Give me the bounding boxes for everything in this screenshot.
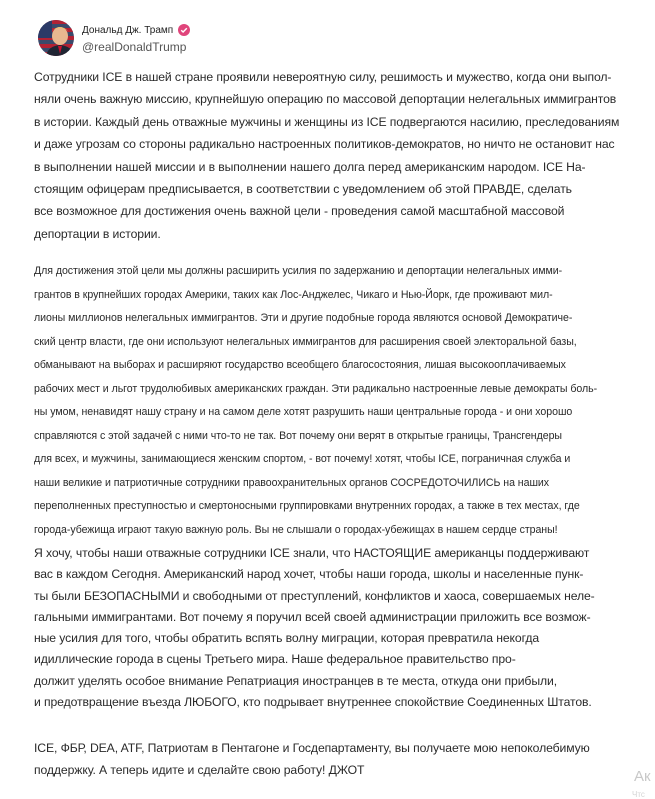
post-paragraph-4 <box>34 737 590 782</box>
post-text-line: грантов в крупнейших городах Америки, таких как Лос-Анджелес, Чикаго и Нью-Йорк, где проживают мил- <box>34 288 553 301</box>
post-text-line: обманывают на выборах и расширяют государство всеобщего благосостояния, лишая высокооплачиваемых <box>34 359 566 371</box>
post-text-line: Я хочу, чтобы наши отважные сотрудники ICE знали, что НАСТОЯЩИЕ американцы поддерживают <box>34 546 590 560</box>
post-text-line: и предотвращение въезда ЛЮБОГО, кто подрывает внутреннее спокойствие Соединенных Штатов. <box>34 695 592 710</box>
verified-badge-icon <box>178 24 190 36</box>
post-text-line: справляются с этой задачей с ними что-то не так. Вот почему они верят в открытые границы, Трансгендеры <box>34 429 562 442</box>
author-row <box>82 24 190 36</box>
post-text-line: лионы миллионов нелегальных иммигрантов. Эти и другие подобные города являются основой Демократиче- <box>34 312 573 324</box>
post-text-line: ты были БЕЗОПАСНЫМИ и свободными от преступлений, конфликтов и хаоса, совершаемых неле- <box>34 588 595 603</box>
post-text-line: должит уделять особое внимание Репатриация иностранцев в те места, откуда они прибыли, <box>34 673 557 688</box>
watermark-subtext: Чтс <box>632 790 645 799</box>
post-text-line: и даже угрозам со стороны радикально настроенных политиков-демократов, но ничто не остановит нас <box>34 137 615 152</box>
author-handle[interactable]: @realDonaldTrump <box>82 40 187 54</box>
post-paragraph-3 <box>34 543 595 713</box>
post-text-line: в выполнении нашей миссии и в выполнении нашего долга перед американским народом. ICE На- <box>34 159 586 174</box>
post-text-line: ные усилия для того, чтобы обратить вспять волну миграции, которая превратила некогда <box>34 631 540 646</box>
avatar-image <box>38 20 74 56</box>
post-text-line: ны умом, ненавидят нашу страну и на самом деле хотят разрушить наши центральные города - и они хорошо <box>34 406 573 418</box>
post-paragraph-1 <box>34 66 619 245</box>
post-text-line: для всех, и мужчины, занимающиеся женским спортом, - вот почему! хотят, чтобы ICE, пограничная служба и <box>34 453 571 465</box>
post-text-line: вас в каждом Сегодня. Американский народ хочет, чтобы наши города, школы и населенные пунк- <box>34 567 584 582</box>
post-text-line: няли очень важную миссию, крупнейшую операцию по массовой депортации нелегальных иммигрантов <box>34 92 617 107</box>
post-text-line: депортации в истории. <box>34 226 161 241</box>
post-text-line: переполненных преступностью и смертоносными группировками внутренних городах, а также в тех местах, где <box>34 500 580 512</box>
post-text-line: идиллические города в сцены Третьего мира. Наше федеральное правительство про- <box>34 652 516 667</box>
post-text-line: ICE, ФБР, DEA, ATF, Патриотам в Пентагоне и Госдепартаменту, вы получаете мою непоколебимую <box>34 741 590 755</box>
post-text-line: в истории. Каждый день отважные мужчины и женщины из ICE подвергаются насилию, преследованиям <box>34 114 620 129</box>
post-text-line: города-убежища играют такую важную роль. Вы не слышали о городах-убежищах в нашем сердце страны! <box>34 523 558 536</box>
author-name[interactable]: Дональд Дж. Трамп <box>82 24 174 36</box>
post-text-line: поддержку. А теперь идите и сделайте свою работу! ДЖОТ <box>34 763 365 778</box>
post-text-line: гальными иммигрантами. Вот почему я поручил всей своей администрации приложить все возмож- <box>34 609 591 624</box>
post-text-line: наши великие и патриотичные сотрудники правоохранительных органов СОСРЕДОТОЧИЛИСЬ на наших <box>34 476 550 489</box>
post-text-line: стоящим офицерам предписывается, в соответствии с уведомлением об этой ПРАВДЕ, сделать <box>34 182 572 197</box>
post-text-line: все возможное для достижения очень важной цели - проведения самой масштабной массовой <box>34 204 565 219</box>
watermark-text: Ак <box>634 768 651 785</box>
avatar[interactable] <box>38 20 74 56</box>
post-text-line: ский центр власти, где они используют нелегальных иммигрантов для расширения своей электоральной базы, <box>34 335 577 348</box>
post-text-line: Для достижения этой цели мы должны расширить усилия по задержанию и депортации нелегальных имми- <box>34 265 563 277</box>
post-text-line: Сотрудники ICE в нашей стране проявили невероятную силу, решимость и мужество, когда они выпол- <box>34 70 612 84</box>
post-paragraph-2 <box>34 260 597 542</box>
post-text-line: рабочих мест и льгот трудолюбивых американских граждан. Эти радикально настроенные левые демократы боль- <box>34 382 598 395</box>
